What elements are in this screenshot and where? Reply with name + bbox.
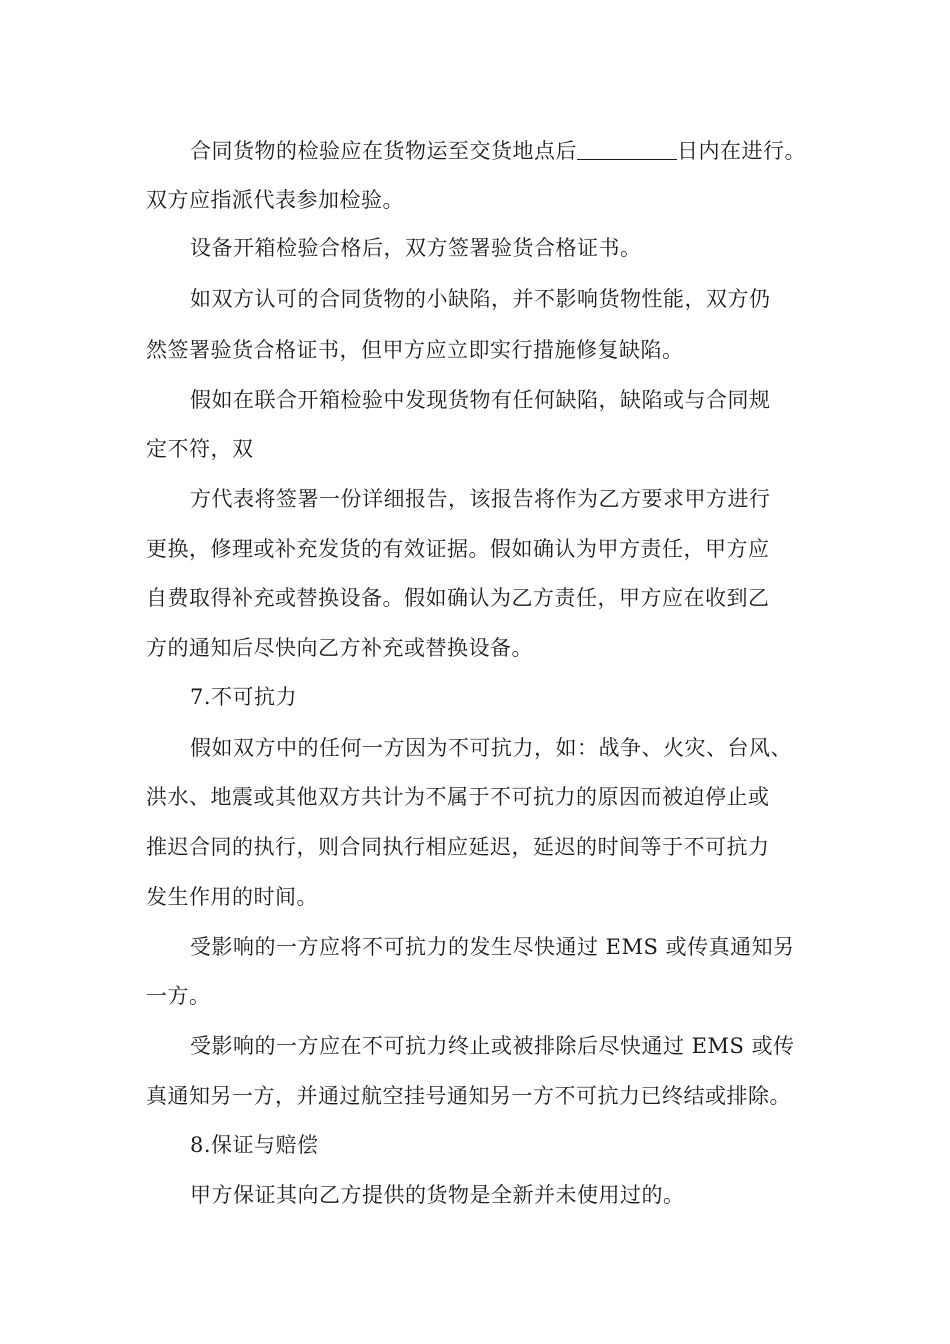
paragraph-line: 甲方保证其向乙方提供的货物是全新并未使用过的。 (190, 1183, 685, 1207)
paragraph-line: 受影响的一方应将不可抗力的发生尽快通过 EMS 或传真通知另 (190, 935, 795, 959)
paragraph-line: 方代表将签署一份详细报告，该报告将作为乙方要求甲方进行 (190, 487, 771, 511)
text-run: 日内在进行。 (677, 139, 806, 163)
paragraph-line: 发生作用的时间。 (146, 885, 318, 909)
paragraph-line: 设备开箱检验合格后，双方签署验货合格证书。 (190, 236, 642, 260)
paragraph-line: 受影响的一方应在不可抗力终止或被排除后尽快通过 EMS 或传 (190, 1034, 795, 1058)
paragraph-line: 假如双方中的任何一方因为不可抗力，如：战争、火灾、台风、 (190, 736, 792, 760)
paragraph-line: 推迟合同的执行，则合同执行相应延迟，延迟的时间等于不可抗力 (146, 835, 770, 859)
paragraph-line: 双方应指派代表参加检验。 (146, 188, 404, 212)
paragraph-line: 自费取得补充或替换设备。假如确认为乙方责任，甲方应在收到乙 (146, 586, 770, 610)
paragraph-line: 定不符，双 (146, 437, 254, 461)
paragraph-line: 然签署验货合格证书，但甲方应立即实行措施修复缺陷。 (146, 338, 684, 362)
text-run: 合同货物的检验应在货物运至交货地点后 (190, 139, 577, 163)
paragraph-line: 洪水、地震或其他双方共计为不属于不可抗力的原因而被迫停止或 (146, 785, 770, 809)
paragraph-line: 假如在联合开箱检验中发现货物有任何缺陷，缺陷或与合同规 (190, 388, 771, 412)
paragraph-line (190, 136, 806, 166)
paragraph-line: 更换，修理或补充发货的有效证据。假如确认为甲方责任，甲方应 (146, 537, 770, 561)
paragraph-line: 方的通知后尽快向乙方补充或替换设备。 (146, 636, 533, 660)
section-heading: 8.保证与赔偿 (190, 1133, 319, 1157)
paragraph-line: 一方。 (146, 984, 211, 1008)
paragraph-line: 如双方认可的合同货物的小缺陷，并不影响货物性能，双方仍 (190, 287, 771, 311)
paragraph-line: 真通知另一方，并通过航空挂号通知另一方不可抗力已终结或排除。 (146, 1084, 791, 1108)
section-heading: 7.不可抗力 (190, 685, 298, 709)
blank-fill-line (577, 139, 677, 160)
